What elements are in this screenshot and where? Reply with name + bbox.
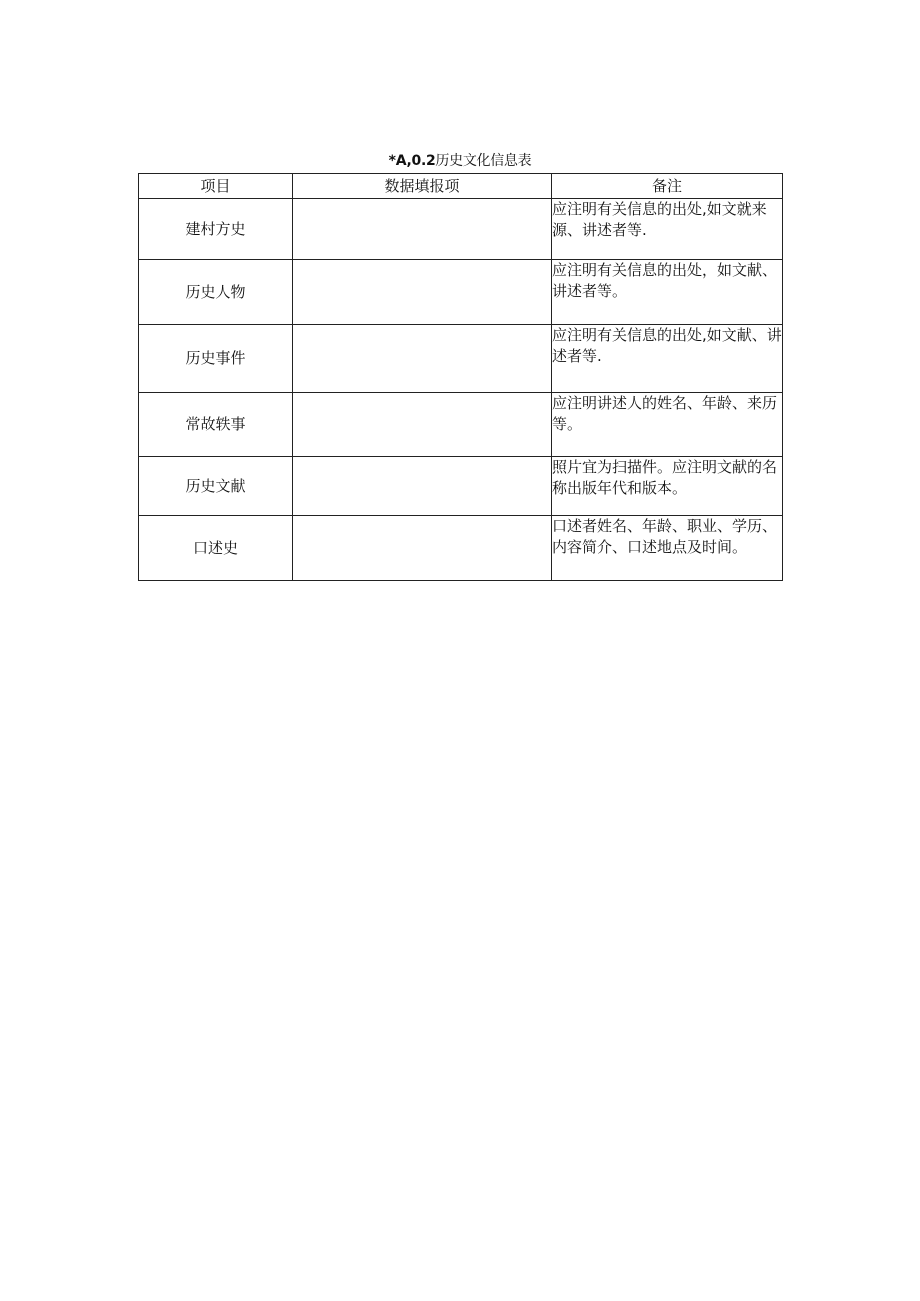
row-item-label: 建村方史: [139, 199, 293, 260]
table-row: [139, 260, 783, 325]
row-remark: 应注明有关信息的出处，如文献、讲述者等。: [552, 260, 783, 325]
row-item-label: 历史文献: [139, 457, 293, 516]
header-item: 项目: [139, 174, 293, 199]
row-remark: 照片宜为扫描件。应注明文献的名称出版年代和版本。: [552, 457, 783, 516]
row-data-cell[interactable]: [293, 260, 552, 325]
history-culture-info-table: [138, 173, 783, 581]
row-remark: 应注明有关信息的出处,如文献、讲述者等.: [552, 325, 783, 393]
header-remark: 备注: [552, 174, 783, 199]
table-row: [139, 516, 783, 581]
row-data-cell[interactable]: [293, 393, 552, 457]
row-remark: 应注明讲述人的姓名、年龄、来历等。: [552, 393, 783, 457]
table-row: [139, 393, 783, 457]
table-title: [138, 150, 782, 172]
row-data-cell[interactable]: [293, 199, 552, 260]
row-data-cell[interactable]: [293, 516, 552, 581]
table-caption: 历史文化信息表: [435, 153, 532, 169]
row-remark: 应注明有关信息的出处,如文就来源、讲述者等.: [552, 199, 783, 260]
table-number: *A,0.2: [388, 153, 436, 169]
table-row: [139, 325, 783, 393]
row-item-label: 历史事件: [139, 325, 293, 393]
header-data-entry: 数据填报项: [293, 174, 552, 199]
row-item-label: 历史人物: [139, 260, 293, 325]
table-header-row: [139, 174, 783, 199]
row-remark: 口述者姓名、年龄、职业、学历、内容简介、口述地点及时间。: [552, 516, 783, 581]
row-item-label: 常故轶事: [139, 393, 293, 457]
row-item-label: 口述史: [139, 516, 293, 581]
table-row: [139, 199, 783, 260]
table-row: [139, 457, 783, 516]
row-data-cell[interactable]: [293, 325, 552, 393]
row-data-cell[interactable]: [293, 457, 552, 516]
